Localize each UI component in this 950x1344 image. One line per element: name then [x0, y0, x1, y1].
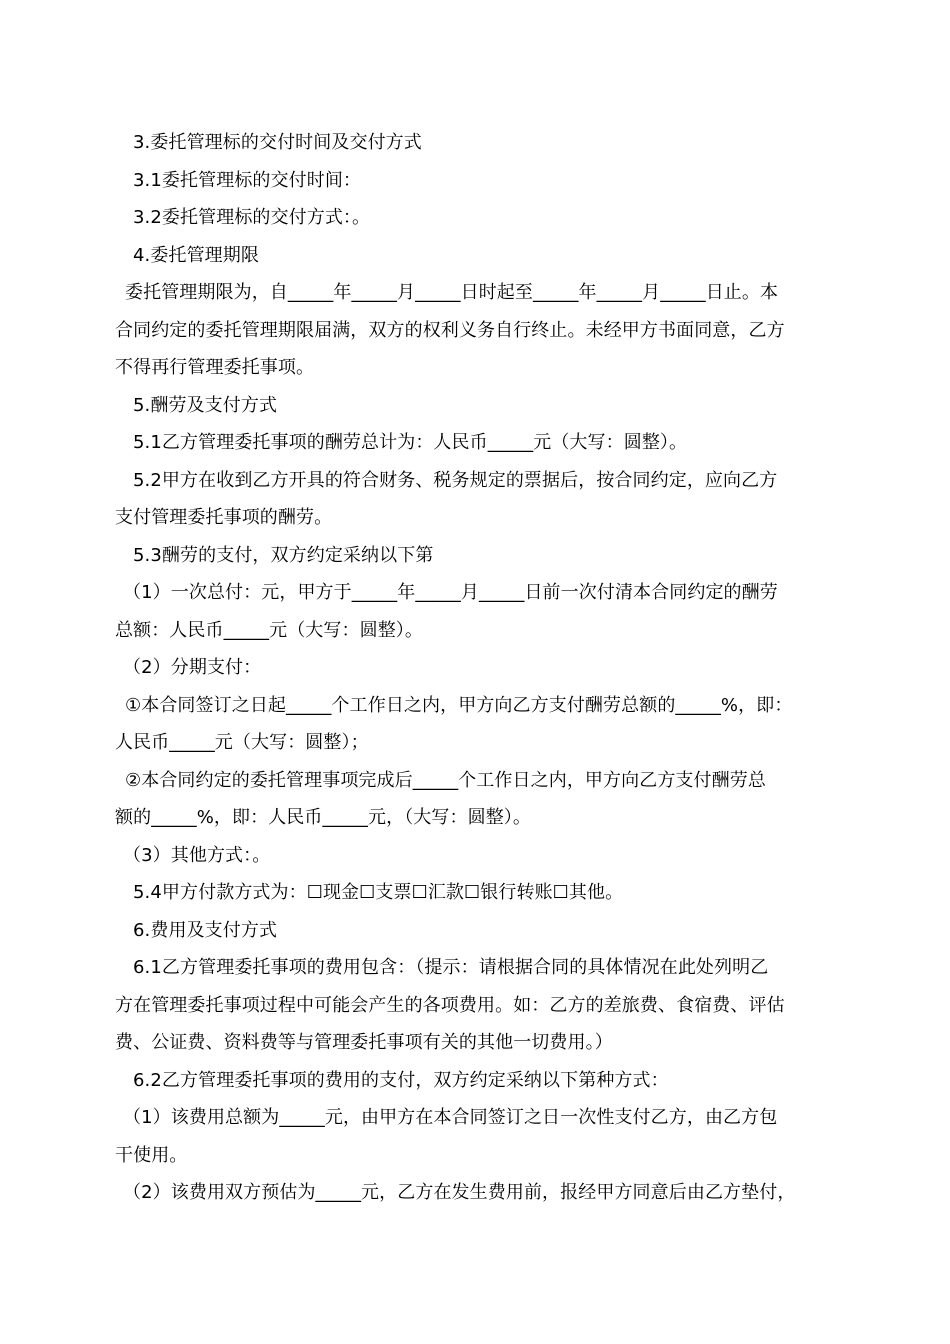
option-2-heading: （2）分期支付： — [123, 657, 262, 678]
contract-body — [115, 124, 840, 1212]
clause-3-1: 3.1委托管理标的交付时间： — [133, 169, 362, 191]
term-paragraph-line-1: 委托管理期限为，自_____年_____月_____日时起至_____年_____月_____日止。本 — [125, 282, 779, 303]
clause-5-2-line-1: 5.2甲方在收到乙方开具的符合财务、税务规定的票据后，按合同约定，应向乙方 — [133, 469, 778, 491]
option-3: （3）其他方式：。 — [123, 844, 271, 866]
expense-option-1-line-1: （1）该费用总额为_____元，由甲方在本合同签订之日一次性支付乙方，由乙方包 — [123, 1107, 778, 1128]
option-1-line-2: 总额：人民币_____元（大写：圆整）。 — [115, 619, 423, 641]
clause-3-2: 3.2委托管理标的交付方式：。 — [133, 207, 371, 228]
section-heading-4: 4.委托管理期限 — [133, 244, 259, 266]
clause-5-1: 5.1乙方管理委托事项的酬劳总计为：人民币_____元（大写：圆整）。 — [133, 432, 688, 453]
section-heading-6: 6.费用及支付方式 — [133, 919, 278, 941]
option-1-line-1: （1）一次总付：元，甲方于_____年_____月_____日前一次付清本合同约定的酬劳 — [123, 582, 778, 603]
installment-1-line-1: ①本合同签订之日起_____个工作日之内，甲方向乙方支付酬劳总额的_____%，即： — [125, 694, 793, 716]
clause-5-4-payment-methods: 5.4甲方付款方式为：☐现金☐支票☐汇款☐银行转账☐其他。 — [133, 882, 624, 903]
clause-6-1-line-3: 费、公证费、资料费等与管理委托事项有关的其他一切费用。） — [115, 1032, 613, 1053]
expense-option-1-line-2: 干使用。 — [115, 1144, 188, 1166]
clause-6-1-line-1: 6.1乙方管理委托事项的费用包含：（提示：请根据合同的具体情况在此处列明乙 — [133, 957, 769, 978]
installment-1-line-2: 人民币_____元（大写：圆整）； — [115, 732, 369, 753]
expense-option-2-line-1: （2）该费用双方预估为_____元，乙方在发生费用前，报经甲方同意后由乙方垫付， — [123, 1182, 796, 1203]
term-paragraph-line-2: 合同约定的委托管理期限届满，双方的权利义务自行终止。未经甲方书面同意，乙方 — [115, 319, 785, 341]
installment-2-line-2: 额的_____%，即：人民币_____元，（大写：圆整）。 — [115, 807, 532, 828]
clause-6-2: 6.2乙方管理委托事项的费用的支付，双方约定采纳以下第种方式： — [133, 1069, 669, 1091]
clause-6-1-line-2: 方在管理委托事项过程中可能会产生的各项费用。如：乙方的差旅费、食宿费、评估 — [115, 994, 785, 1016]
section-heading-3: 3.委托管理标的交付时间及交付方式 — [133, 132, 422, 153]
installment-2-line-1: ②本合同约定的委托管理事项完成后_____个工作日之内，甲方向乙方支付酬劳总 — [125, 769, 766, 791]
term-paragraph-line-3: 不得再行管理委托事项。 — [115, 357, 315, 378]
clause-5-2-line-2: 支付管理委托事项的酬劳。 — [115, 507, 333, 528]
section-heading-5: 5.酬劳及支付方式 — [133, 394, 278, 416]
clause-5-3: 5.3酬劳的支付，双方约定采纳以下第 — [133, 544, 434, 566]
